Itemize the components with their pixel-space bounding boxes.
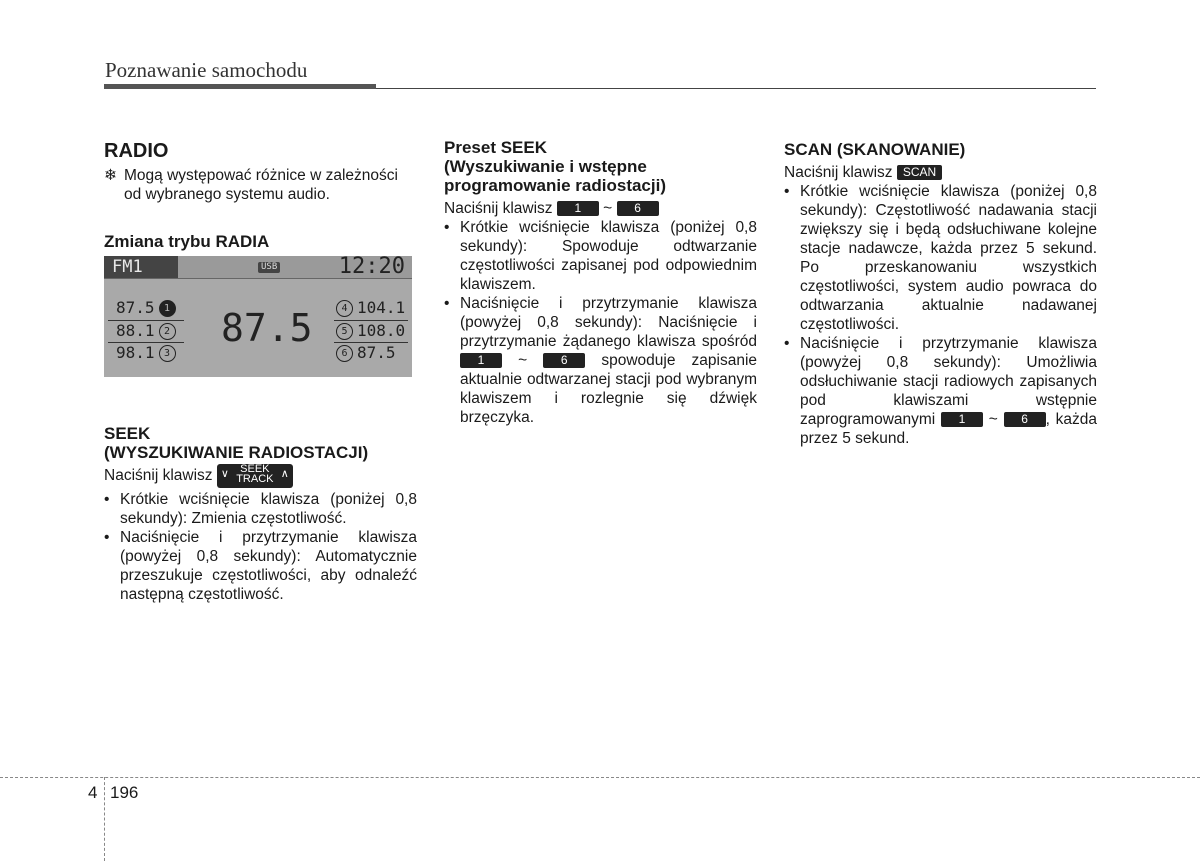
- page-header-title: Poznawanie samochodu: [105, 58, 308, 82]
- press-key-line: [444, 199, 757, 218]
- bullet-dot: •: [784, 335, 790, 352]
- header-rule: [104, 84, 376, 89]
- preset-key-6: 6: [543, 353, 585, 368]
- preset-5: [332, 322, 405, 340]
- preset-number: 1: [159, 300, 176, 317]
- preset-2: [116, 322, 180, 340]
- preset-4: [332, 299, 405, 317]
- chevron-down-icon: ∨: [220, 468, 229, 480]
- bullet-text: Krótkie wciśnięcie klawisza (poniżej 0,8 sekundy): Częstotliwość nadawania stacji zwiększy się i będą odsłuchiwane kolejne stacje nadawcze, każda przez 5 sekund. Po przeskanowaniu wszystkich częstotliwości, system audio powraca do odtwarzania aktualnie nadawanej częstotliwości.: [800, 183, 1097, 333]
- footer-vertical-divider: [104, 777, 105, 861]
- seek-section: [104, 424, 417, 604]
- preset-key-6: 6: [1004, 412, 1046, 427]
- scan-heading: SCAN (SKANOWANIE): [784, 140, 966, 159]
- bullet-text-part: Naciśnięcie i przytrzymanie klawisza (powyżej 0,8 sekundy): Umożliwia odsłuchiwanie stacji radiowych zapisanych pod klawiszami wstępnie zaprogramowanymi: [800, 335, 1097, 428]
- press-key-text: Naciśnij klawisz: [104, 467, 213, 485]
- seek-track-key: [217, 464, 293, 488]
- column-preset-seek: [444, 138, 757, 427]
- scan-key: SCAN: [897, 165, 942, 180]
- track-key-label: TRACK: [236, 473, 274, 485]
- preset-1: [116, 299, 180, 317]
- list-item: [104, 528, 417, 604]
- preset-number: 6: [336, 345, 353, 362]
- preset-freq: 88.1: [116, 321, 155, 340]
- press-key-line: [784, 163, 1097, 182]
- tilde: ~: [603, 200, 613, 217]
- preset-6: [332, 344, 396, 362]
- preset-heading: Preset SEEK: [444, 138, 547, 157]
- preset-freq: 98.1: [116, 343, 155, 362]
- note-text: Mogą występować różnice w zależności od wybranego systemu audio.: [124, 167, 398, 203]
- bullet-text: Naciśnięcie i przytrzymanie klawisza (powyżej 0,8 sekundy): Automatycznie przeszukuje częstotliwości, aby odnaleźć następną częstotliwość.: [120, 529, 417, 603]
- snowflake-note-icon: ❄: [104, 167, 117, 184]
- radio-display: [104, 256, 412, 377]
- header-rule-thin: [376, 88, 1096, 89]
- list-item: [104, 490, 417, 528]
- bullet-text: [800, 334, 1097, 448]
- seek-key-label: SEEK: [240, 463, 270, 475]
- list-item: [784, 182, 1097, 334]
- press-key-text: Naciśnij klawisz: [444, 200, 553, 217]
- band-indicator: FM1: [104, 256, 178, 278]
- preset-3: [116, 344, 180, 362]
- preset-freq: 87.5: [357, 343, 396, 362]
- bullet-dot: •: [104, 491, 110, 508]
- column-radio: [104, 140, 417, 251]
- bullet-dot: •: [444, 295, 450, 312]
- chapter-number: 4: [88, 783, 98, 802]
- press-key-text: Naciśnij klawisz: [784, 164, 893, 181]
- press-key-line: [104, 464, 417, 488]
- bullet-text: Krótkie wciśnięcie klawisza (poniżej 0,8 sekundy): Spowoduje odtwarzanie częstotliwości zapisanej pod odpowiednim klawiszem.: [460, 219, 757, 293]
- bullet-text-part: Naciśnięcie i przytrzymanie klawisza (powyżej 0,8 sekundy): Naciśnięcie i przytrzymanie żądanego klawisza spośród: [460, 295, 757, 350]
- list-item: [784, 334, 1097, 448]
- usb-icon: USB: [258, 262, 280, 273]
- seek-heading-sub: (WYSZUKIWANIE RADIOSTACJI): [104, 443, 369, 462]
- bullet-text-part: spowoduje zapisanie aktualnie odtwarzanej stacji pod wybranym klawiszem i rozlegnie się dźwięk brzęczyka.: [460, 352, 758, 426]
- mode-heading: Zmiana trybu RADIA: [104, 232, 270, 251]
- tilde: ~: [518, 352, 528, 369]
- bullet-text: [460, 294, 757, 427]
- column-scan: [784, 140, 1097, 448]
- bullet-dot: •: [104, 529, 110, 546]
- footer-divider: [0, 777, 1200, 778]
- radio-heading: RADIO: [104, 140, 169, 162]
- seek-heading: SEEK: [104, 424, 151, 443]
- bullet-text-part: , każda przez 5 sekund.: [800, 411, 1097, 447]
- bullet-text: Krótkie wciśnięcie klawisza (poniżej 0,8 sekundy): Zmienia częstotliwość.: [120, 491, 417, 527]
- preset-number: 5: [336, 323, 353, 340]
- bullet-dot: •: [784, 183, 790, 200]
- main-frequency: 87.5: [221, 306, 313, 350]
- preset-key-6: 6: [617, 201, 659, 216]
- preset-key-1: 1: [460, 353, 502, 368]
- preset-number: 4: [336, 300, 353, 317]
- preset-freq: 87.5: [116, 298, 155, 317]
- note: [104, 166, 417, 204]
- preset-number: 3: [159, 345, 176, 362]
- bullet-dot: •: [444, 219, 450, 236]
- tilde: ~: [988, 411, 998, 428]
- preset-heading-sub: (Wyszukiwanie i wstępne programowanie radiostacji): [444, 157, 666, 195]
- preset-freq: 108.0: [357, 321, 406, 340]
- preset-key-1: 1: [557, 201, 599, 216]
- page-number: 196: [110, 783, 139, 802]
- preset-key-1: 1: [941, 412, 983, 427]
- chevron-up-icon: ∧: [280, 468, 289, 480]
- clock: 12:20: [338, 254, 405, 279]
- preset-freq: 104.1: [357, 298, 406, 317]
- list-item: [444, 218, 757, 294]
- preset-number: 2: [159, 323, 176, 340]
- list-item: [444, 294, 757, 427]
